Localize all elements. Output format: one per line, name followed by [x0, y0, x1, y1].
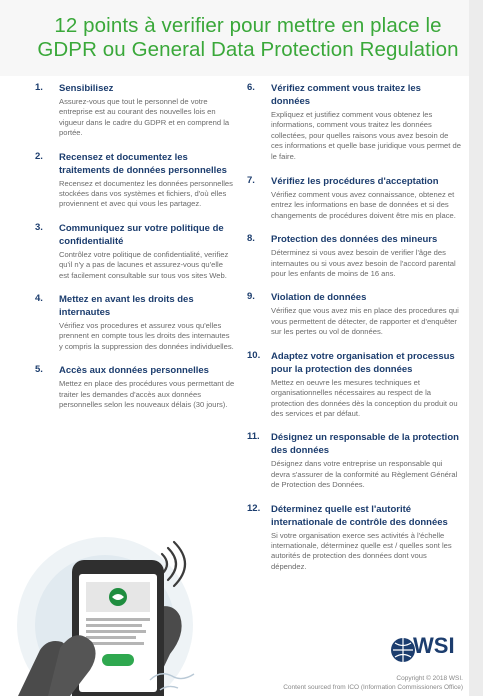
item-body: Déterminez si vous avez besoin de verifier l'âge des internautes ou si vous avez besoin de l'accord parental pour les enfants de moins de 16 ans. — [271, 248, 456, 279]
source-text: Content sourced from ICO (Information Commissioners Office) — [283, 683, 463, 691]
copyright-text: Copyright © 2018 WSI. — [396, 675, 463, 682]
logo-text: WSI — [413, 633, 455, 658]
item-title: Vérifiez les procédures d'acceptation — [271, 176, 439, 188]
item-title: Déterminez quelle est l'autorité internationale de contrôle des données — [271, 503, 448, 528]
footer — [283, 675, 463, 692]
item-title: Adaptez votre organisation et processus pour la protection des données — [271, 350, 455, 375]
item-number: 3. — [35, 221, 43, 233]
item-number: 9. — [247, 291, 255, 303]
list-item — [247, 291, 462, 337]
item-body: Contrôlez votre politique de confidentialité, verifiez qu'il n'y a pas de lacunes et assurez-vous qu'elle est facilement consultable sur tous vos sites Web. — [59, 249, 229, 280]
item-number: 8. — [247, 233, 255, 245]
list-item — [35, 364, 235, 410]
item-body: Désignez dans votre entreprise un responsable qui devra s'assurer de la conformité au Règlement Général de Protection des Données. — [271, 459, 458, 490]
item-title: Vérifiez comment vous traitez les données — [271, 83, 421, 107]
green-button — [102, 654, 134, 666]
right-edge-band — [469, 0, 483, 696]
item-title: Mettez en avant les droits des internautes — [59, 294, 194, 319]
right-column — [247, 82, 462, 582]
item-number: 12. — [247, 502, 261, 514]
item-body: Vérifiez vos procedures et assurez vous qu'elles prennent en compte tous les droits des internautes y compris la suppression des données individuelles. — [59, 321, 234, 351]
item-title: Accès aux données personnelles — [59, 365, 209, 377]
item-body: Recensez et documentez les données personnelles stockées dans vos systèmes et fichiers, d'où elles proviennent et avec qui vous les partagez. — [59, 178, 233, 209]
item-title: Désignez un responsable de la protection des données — [271, 432, 459, 457]
list-item — [247, 350, 462, 420]
item-body: Mettez en oeuvre les mesures techniques et organisationnelles nécessaires au respect de la protection des données dès la conception du produit ou des services et par défaut. — [271, 377, 458, 418]
item-number: 1. — [35, 82, 43, 93]
item-body: Vérifiez que vous avez mis en place des procedures qui vous permettent de détecter, de rapporter et d'enquêter sur les pertes ou vol de données. — [271, 306, 459, 337]
page-title: 12 points à verifier pour mettre en place le GDPR ou General Data Protection Regulation — [37, 14, 459, 61]
item-number: 10. — [247, 349, 261, 361]
item-title: Violation de données — [271, 292, 367, 304]
item-number: 2. — [35, 150, 43, 162]
item-number: 7. — [247, 175, 255, 187]
item-body: Mettez en place des procédures vous permettant de traiter les demandes d'accès aux données personnelles selon les nouveaux délais (30 jours). — [59, 379, 235, 410]
item-body: Si votre organisation exerce ses activités à l'échelle internationale, déterminez quelle est / quelles sont les autorités de protection des données dont vous dépendez. — [271, 530, 452, 571]
item-title: Protection des données des mineurs — [271, 234, 438, 246]
item-title: Sensibilisez — [59, 83, 114, 94]
list-item — [35, 293, 235, 352]
list-item — [35, 151, 235, 210]
item-number: 5. — [35, 364, 43, 376]
item-title: Communiquez sur votre politique de confidentialité — [59, 222, 224, 247]
item-title: Recensez et documentez les traitements de données personnelles — [59, 151, 227, 176]
item-body: Assurez-vous que tout le personnel de votre entreprise est au courant des nouvelles lois en vigueur dans le cadre du GDPR et en comprend la portée. — [59, 97, 230, 138]
list-item — [35, 222, 235, 281]
list-item — [247, 503, 462, 573]
item-number: 4. — [35, 293, 43, 305]
list-item — [247, 82, 462, 162]
list-item — [247, 431, 462, 490]
phone-illustration — [0, 530, 230, 696]
wsi-logo — [389, 630, 461, 670]
item-body: Expliquez et justifiez comment vous obtenez les informations, comment vous traitez les données collectées, pour quelles raisons vous avez besoin de ces informations et quelle base juridique vous permet de le faire. — [271, 110, 461, 161]
list-item — [247, 233, 462, 279]
list-item — [35, 82, 235, 139]
item-number: 6. — [247, 82, 255, 93]
item-body: Vérifiez comment vous avez connaissance, obtenez et entrez les informations en base de données et si des changements de procédures doivent être mis en place. — [271, 190, 456, 220]
list-item — [247, 175, 462, 221]
left-column — [35, 82, 235, 421]
item-number: 11. — [247, 431, 260, 443]
